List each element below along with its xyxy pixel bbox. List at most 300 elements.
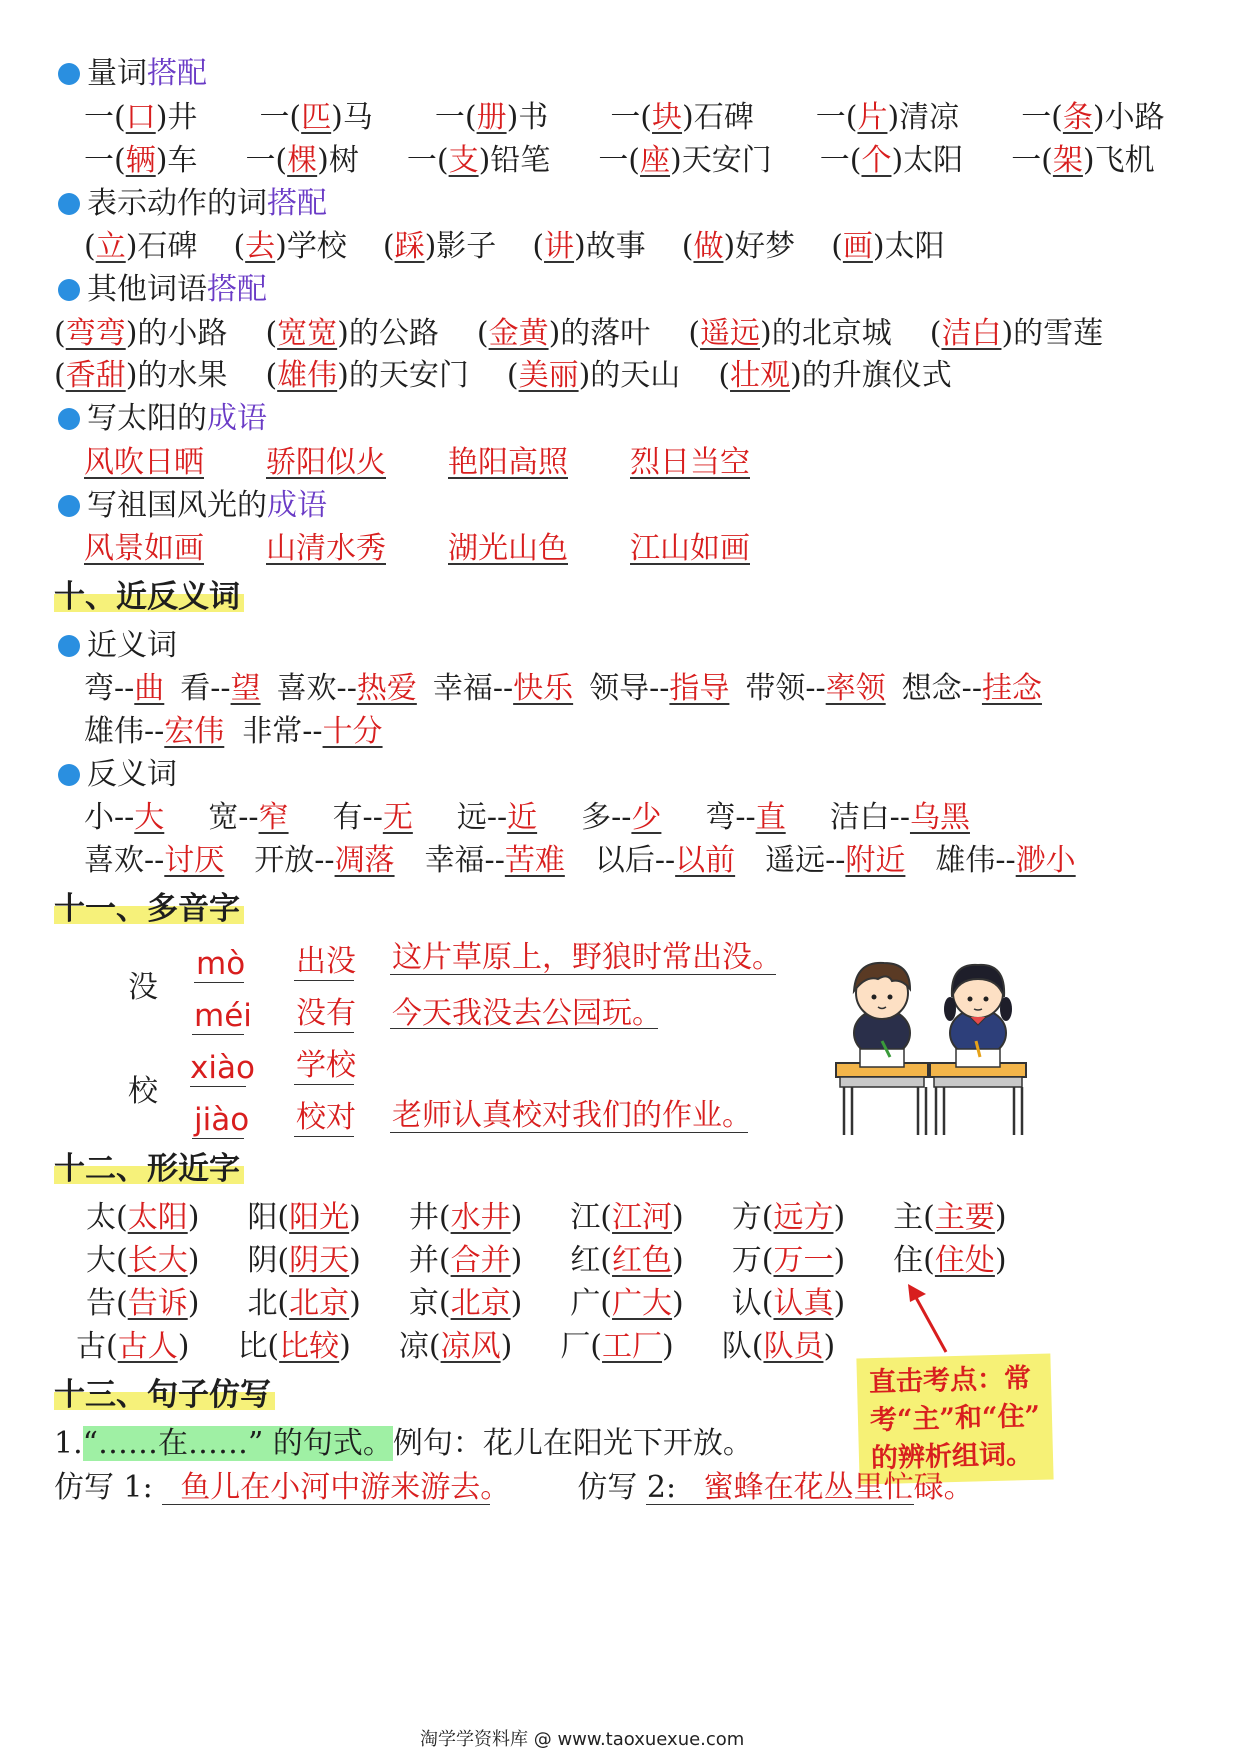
- poly-char-xiao: 校: [128, 1074, 158, 1109]
- sim2-item: [732, 1243, 845, 1278]
- suffix-text: ): [510, 1200, 523, 1235]
- prefix-text: 主(: [893, 1200, 935, 1235]
- sim2-item: [570, 1243, 683, 1278]
- suffix-text: )太阳: [872, 229, 945, 264]
- word-text: 有--: [332, 800, 383, 835]
- ant1-item: [84, 800, 164, 835]
- section-land-idioms: 写祖国风光的 成语: [58, 488, 327, 524]
- word-text: 以后--: [594, 843, 676, 878]
- prefix-text: 厂(: [560, 1329, 603, 1364]
- idiom-text: 风吹日晒: [84, 445, 204, 480]
- other-row-2: [54, 358, 952, 394]
- suffix-text: ): [349, 1243, 361, 1278]
- prefix-text: 江(: [570, 1200, 613, 1235]
- poly-word-2: 没有: [296, 996, 356, 1031]
- idiom-text: 湖光山色: [448, 531, 568, 566]
- prefix-text: 阴(: [247, 1243, 290, 1278]
- ant1-item: [830, 800, 970, 835]
- mw2-item: [84, 143, 197, 178]
- sim1-item: [732, 1200, 845, 1235]
- suffix-text: ): [187, 1200, 200, 1235]
- answer-text: 广大: [612, 1286, 673, 1321]
- prefix-text: (: [382, 229, 395, 264]
- prefix-text: (: [929, 316, 942, 351]
- answer-text: 凉风: [440, 1329, 501, 1364]
- word-text: 遥远--: [765, 843, 846, 878]
- answer-text: 乌黑: [909, 800, 970, 835]
- underline: [646, 1504, 914, 1505]
- measure-row-1: [84, 100, 1165, 136]
- ant2-item: [765, 843, 905, 878]
- mw1-item: [435, 100, 548, 135]
- prefix-text: 万(: [731, 1243, 774, 1278]
- word-text: 多--: [581, 800, 632, 835]
- sim4-item: [722, 1329, 835, 1364]
- prefix-text: 北(: [247, 1286, 290, 1321]
- prefix-text: 太(: [86, 1200, 128, 1235]
- answer-text: 渺小: [1015, 843, 1076, 878]
- act-item: [233, 229, 346, 264]
- prefix-text: 一(: [819, 143, 862, 178]
- word-text: 弯--: [705, 800, 756, 835]
- syn1-item: [589, 671, 729, 706]
- suffix-text: ): [349, 1286, 361, 1321]
- answer-text: 香甜: [65, 358, 126, 393]
- suffix-text: ): [187, 1243, 200, 1278]
- section-sun-idioms: 写太阳的 成语: [58, 401, 267, 437]
- poly-char-mei: 没: [128, 970, 158, 1005]
- word-text: 带领--: [745, 671, 826, 706]
- prefix-text: 方(: [731, 1200, 774, 1235]
- answer-text: 雄伟: [277, 358, 338, 393]
- suffix-text: )飞机: [1082, 143, 1155, 178]
- sim3-item: [732, 1286, 845, 1321]
- land-idioms-row: [84, 531, 750, 567]
- answer-text: 窄: [258, 800, 289, 835]
- prefix-text: 一(: [598, 143, 641, 178]
- suffix-text: )的天安门: [337, 358, 469, 393]
- act-item: [532, 229, 645, 264]
- sim3-item: [570, 1286, 683, 1321]
- answer-text: 阴天: [289, 1243, 350, 1278]
- underline: [162, 1504, 490, 1505]
- act-item: [84, 229, 197, 264]
- answer-text: 弯弯: [65, 316, 126, 351]
- prefix-text: 京(: [408, 1286, 451, 1321]
- oth1-item: [688, 316, 891, 351]
- suffix-text: ): [672, 1200, 684, 1235]
- measure-row-2: [84, 143, 1155, 179]
- ant1-item: [457, 800, 537, 835]
- word-text: 洁白--: [829, 800, 910, 835]
- answer-text: 以前: [675, 843, 736, 878]
- mw2-item: [820, 143, 963, 178]
- underline: [294, 980, 354, 981]
- section-action-words: 表示动作的词 搭配: [58, 186, 327, 222]
- poly-word-1: 出没: [296, 944, 356, 979]
- sim4-item: [76, 1329, 189, 1364]
- answer-text: 踩: [394, 229, 425, 264]
- sim1-item: [247, 1200, 360, 1235]
- mw1-item: [259, 100, 372, 135]
- prefix-text: 并(: [408, 1243, 451, 1278]
- answer-text: 棵: [287, 143, 318, 178]
- syn1-item: [84, 671, 164, 706]
- word-text: 雄伟--: [84, 714, 165, 749]
- word-text: 看--: [180, 671, 231, 706]
- underline: [294, 1084, 354, 1085]
- suffix-text: ): [833, 1243, 846, 1278]
- bullet-icon: [58, 764, 80, 786]
- suffix-text: ): [339, 1329, 351, 1364]
- pattern-highlight: “……在……” 的句式。: [82, 1426, 393, 1461]
- suffix-text: ): [833, 1200, 846, 1235]
- sim4-item: [237, 1329, 350, 1364]
- prefix-text: 广(: [570, 1286, 613, 1321]
- ant2-item: [935, 843, 1075, 878]
- answer-text: 辆: [125, 143, 156, 178]
- answer-text: 座: [640, 143, 671, 178]
- suffix-text: )的小路: [125, 316, 228, 351]
- answer-text: 指导: [669, 671, 730, 706]
- word-text: 弯--: [84, 671, 135, 706]
- heading-synonyms-antonyms: 十、近反义词: [54, 578, 244, 616]
- prefix-text: (: [54, 316, 66, 351]
- word-text: 喜欢--: [276, 671, 357, 706]
- similar-row-1: [86, 1200, 1007, 1236]
- answer-text: 苦难: [504, 843, 565, 878]
- answer-text: 册: [476, 100, 507, 135]
- oth2-item: [54, 358, 227, 393]
- answer-text: 北京: [289, 1286, 350, 1321]
- prefix-text: (: [681, 229, 694, 264]
- syn1-item: [745, 671, 885, 706]
- answer-text: 金黄: [488, 316, 549, 351]
- prefix-text: 一(: [434, 100, 477, 135]
- heading-polyphones: 十一、多音字: [54, 890, 244, 928]
- suffix-text: )铅笔: [478, 143, 551, 178]
- pinyin-mei: méi: [194, 998, 252, 1034]
- suffix-text: ): [349, 1200, 361, 1235]
- answer-text: 曲: [134, 671, 165, 706]
- suffix-text: ): [994, 1200, 1007, 1235]
- oth1-item: [265, 316, 438, 351]
- suffix-text: )的升旗仪式: [790, 358, 952, 393]
- prefix-text: (: [532, 229, 545, 264]
- underline: [192, 1034, 244, 1035]
- answer-text: 直: [755, 800, 786, 835]
- answer-text: 遥远: [700, 316, 761, 351]
- syn2-item: [84, 714, 224, 749]
- prefix-text: 队(: [721, 1329, 764, 1364]
- answer-text: 长大: [127, 1243, 188, 1278]
- answer-text: 率领: [825, 671, 886, 706]
- answer-text: 讨厌: [164, 843, 225, 878]
- mw1-item: [1021, 100, 1164, 135]
- sim2-item: [247, 1243, 360, 1278]
- word-text: 宽--: [208, 800, 259, 835]
- poly-sentence-1: 这片草原上，野狼时常出没。: [392, 940, 782, 975]
- ant1-item: [333, 800, 413, 835]
- sim3-item: [409, 1286, 522, 1321]
- underline: [390, 1132, 748, 1133]
- idiom-text: 江山如画: [630, 531, 750, 566]
- imitation-row: 仿写 1: 鱼儿在小河中游来游去。 仿写 2: 蜜蜂在花丛里忙碌。: [54, 1470, 974, 1505]
- mw2-item: [407, 143, 550, 178]
- prefix-text: 一(: [815, 100, 858, 135]
- answer-text: 个: [861, 143, 892, 178]
- action-row: [84, 229, 945, 265]
- exam-note: 直击考点：常 考“主”和“住” 的辨析组词。: [856, 1353, 1053, 1484]
- suffix-text: ): [177, 1329, 190, 1364]
- suffix-text: )车: [155, 143, 198, 178]
- suffix-text: )学校: [275, 229, 347, 264]
- suffix-text: )井: [155, 100, 198, 135]
- syn1-item: [902, 671, 1042, 706]
- syn1-item: [277, 671, 417, 706]
- answer-text: 合并: [450, 1243, 511, 1278]
- poly-word-3: 学校: [296, 1048, 356, 1083]
- suffix-text: )树: [317, 143, 359, 178]
- oth2-item: [718, 358, 951, 393]
- word-text: 非常--: [242, 714, 323, 749]
- answer-text: 古人: [117, 1329, 178, 1364]
- prefix-text: 大(: [86, 1243, 128, 1278]
- answer-text: 架: [1052, 143, 1083, 178]
- syn1-item: [433, 671, 573, 706]
- word-text: 开放--: [254, 843, 335, 878]
- answer-text: 匹: [301, 100, 332, 135]
- underline: [294, 1136, 354, 1137]
- sim3-item: [86, 1286, 199, 1321]
- suffix-text: )书: [506, 100, 549, 135]
- answer-text: 十分: [322, 714, 383, 749]
- sim1-item: [86, 1200, 199, 1235]
- prefix-text: 一(: [406, 143, 449, 178]
- similar-row-3: [86, 1286, 845, 1322]
- section-antonyms: 反义词: [58, 757, 177, 793]
- answer-text: 凋落: [334, 843, 395, 878]
- oth2-item: [265, 358, 468, 393]
- underline: [390, 1028, 658, 1029]
- prefix-text: 一(: [610, 100, 653, 135]
- answer-text: 壮观: [730, 358, 791, 393]
- prefix-text: 一(: [84, 100, 126, 135]
- answer-text: 队员: [763, 1329, 824, 1364]
- sim1-item: [893, 1200, 1006, 1235]
- answer-text: 洁白: [941, 316, 1002, 351]
- ant2-item: [425, 843, 565, 878]
- prefix-text: (: [265, 316, 278, 351]
- arrow-icon: [900, 1280, 960, 1360]
- answer-text: 阳光: [289, 1200, 350, 1235]
- underline: [190, 1086, 246, 1087]
- suffix-text: )影子: [424, 229, 497, 264]
- idiom-text: 艳阳高照: [448, 445, 568, 480]
- prefix-text: 认(: [731, 1286, 774, 1321]
- answer-text: 太阳: [127, 1200, 188, 1235]
- word-text: 远--: [456, 800, 508, 835]
- bullet-icon: [58, 408, 80, 430]
- suffix-text: ): [672, 1286, 684, 1321]
- word-text: 喜欢--: [84, 843, 165, 878]
- suffix-text: ): [500, 1329, 513, 1364]
- mw1-item: [816, 100, 959, 135]
- prefix-text: (: [233, 229, 246, 264]
- suffix-text: ): [510, 1243, 523, 1278]
- word-text: 领导--: [589, 671, 670, 706]
- word-text: 雄伟--: [935, 843, 1016, 878]
- bullet-icon: [58, 279, 80, 301]
- oth1-item: [54, 316, 227, 351]
- suffix-text: )的水果: [125, 358, 228, 393]
- suffix-text: ): [823, 1329, 836, 1364]
- prefix-text: (: [84, 229, 96, 264]
- sun-idioms-row: [84, 445, 750, 481]
- prefix-text: (: [831, 229, 843, 264]
- mw2-item: [245, 143, 358, 178]
- pinyin-jiao: jiào: [194, 1102, 250, 1138]
- answer-text: 宏伟: [164, 714, 225, 749]
- prefix-text: 红(: [570, 1243, 613, 1278]
- ant2-item: [254, 843, 394, 878]
- answer-text: 宽宽: [277, 316, 338, 351]
- answer-text: 主要: [934, 1200, 995, 1235]
- answer-text: 远方: [773, 1200, 834, 1235]
- oth1-item: [477, 316, 650, 351]
- word-text: 小--: [84, 800, 135, 835]
- word-text: 想念--: [901, 671, 982, 706]
- mw1-item: [610, 100, 753, 135]
- underline: [294, 1032, 354, 1033]
- prefix-text: 一(: [245, 143, 288, 178]
- suffix-text: )马: [331, 100, 373, 135]
- suffix-text: )好梦: [723, 229, 796, 264]
- answer-text: 认真: [773, 1286, 834, 1321]
- suffix-text: )故事: [574, 229, 646, 264]
- suffix-text: ): [994, 1243, 1007, 1278]
- similar-row-4: [76, 1329, 835, 1365]
- imitation-answer-1: 鱼儿在小河中游来游去。: [180, 1470, 511, 1505]
- sim3-item: [247, 1286, 360, 1321]
- suffix-text: )的北京城: [760, 316, 892, 351]
- pinyin-xiao: xiào: [190, 1050, 255, 1086]
- answer-text: 北京: [450, 1286, 511, 1321]
- heading-sentence-imitation: 十三、句子仿写: [54, 1376, 275, 1414]
- poly-sentence-2: 今天我没去公园玩。: [392, 996, 662, 1031]
- bullet-icon: [58, 63, 80, 85]
- similar-row-2: [86, 1243, 1007, 1279]
- antonym-row-2: [84, 843, 1076, 879]
- answer-text: 画: [842, 229, 873, 264]
- answer-text: 住处: [934, 1243, 995, 1278]
- suffix-text: )的雪莲: [1001, 316, 1104, 351]
- sim1-item: [570, 1200, 683, 1235]
- other-row-1: [54, 316, 1103, 352]
- idiom-text: 风景如画: [84, 531, 204, 566]
- sim4-item: [399, 1329, 512, 1364]
- prefix-text: 一(: [259, 100, 302, 135]
- answer-text: 热爱: [356, 671, 417, 706]
- answer-text: 立: [95, 229, 126, 264]
- suffix-text: ): [672, 1243, 684, 1278]
- answer-text: 近: [507, 800, 538, 835]
- sim2-item: [86, 1243, 199, 1278]
- suffix-text: ): [187, 1286, 200, 1321]
- question-1: 1.“……在……” 的句式。例句：花儿在阳光下开放。: [54, 1426, 753, 1461]
- sim4-item: [560, 1329, 673, 1364]
- ant1-item: [581, 800, 661, 835]
- synonym-row-1: [84, 671, 1042, 707]
- ant2-item: [84, 843, 224, 878]
- mw1-item: [84, 100, 197, 135]
- suffix-text: )太阳: [891, 143, 964, 178]
- ant1-item: [705, 800, 785, 835]
- section-measure-words: 量词 搭配: [58, 56, 207, 92]
- pinyin-mo: mò: [196, 946, 246, 982]
- answer-text: 支: [448, 143, 479, 178]
- prefix-text: (: [506, 358, 519, 393]
- suffix-text: ): [662, 1329, 674, 1364]
- oth2-item: [507, 358, 680, 393]
- answer-text: 讲: [544, 229, 575, 264]
- mw2-item: [1011, 143, 1154, 178]
- synonym-row-2: [84, 714, 383, 750]
- suffix-text: )石碑: [125, 229, 198, 264]
- prefix-text: 凉(: [398, 1329, 441, 1364]
- ant1-item: [208, 800, 288, 835]
- oth1-item: [930, 316, 1103, 351]
- poly-sentence-4: 老师认真校对我们的作业。: [392, 1098, 752, 1133]
- answer-text: 片: [857, 100, 888, 135]
- ant2-item: [595, 843, 735, 878]
- answer-text: 美丽: [518, 358, 579, 393]
- idiom-text: 山清水秀: [266, 531, 386, 566]
- students-illustration: [830, 945, 1035, 1140]
- underline: [390, 974, 776, 975]
- sim1-item: [409, 1200, 522, 1235]
- answer-text: 条: [1062, 100, 1093, 135]
- prefix-text: (: [688, 316, 701, 351]
- prefix-text: 井(: [408, 1200, 451, 1235]
- word-text: 幸福--: [424, 843, 505, 878]
- suffix-text: )的落叶: [548, 316, 651, 351]
- answer-text: 口: [125, 100, 156, 135]
- suffix-text: )小路: [1092, 100, 1165, 135]
- answer-text: 工厂: [602, 1329, 663, 1364]
- suffix-text: ): [510, 1286, 523, 1321]
- underline: [192, 1138, 244, 1139]
- suffix-text: )天安门: [670, 143, 772, 178]
- bullet-icon: [58, 193, 80, 215]
- antonym-row-1: [84, 800, 970, 836]
- prefix-text: 住(: [893, 1243, 935, 1278]
- answer-text: 无: [382, 800, 413, 835]
- section-synonyms: 近义词: [58, 628, 177, 664]
- heading-similar-chars: 十二、形近字: [54, 1150, 244, 1188]
- answer-text: 望: [230, 671, 261, 706]
- prefix-text: 一(: [84, 143, 126, 178]
- answer-text: 红色: [612, 1243, 673, 1278]
- prefix-text: (: [265, 358, 278, 393]
- suffix-text: )的天山: [578, 358, 681, 393]
- answer-text: 江河: [612, 1200, 673, 1235]
- idiom-text: 骄阳似火: [266, 445, 386, 480]
- prefix-text: (: [54, 358, 66, 393]
- answer-text: 水井: [450, 1200, 511, 1235]
- prefix-text: 阳(: [247, 1200, 290, 1235]
- suffix-text: )石碑: [682, 100, 754, 135]
